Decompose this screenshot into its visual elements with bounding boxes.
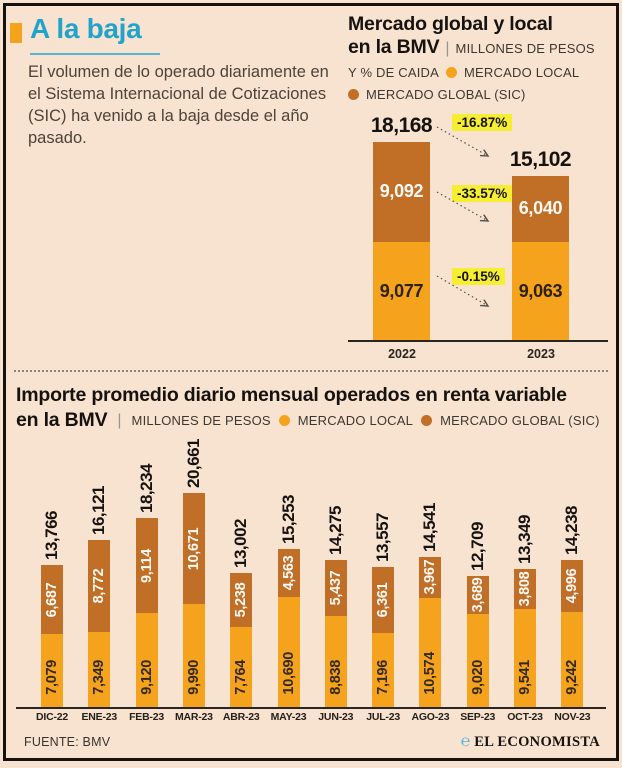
segment-value-label: 9,120: [138, 660, 155, 695]
stacked-bar-AGO-23: [407, 420, 454, 708]
stacked-bar-MAY-23: [265, 420, 312, 708]
brand-name: EL ECONOMISTA: [474, 733, 600, 750]
x-axis-label-OCT-23: OCT-23: [507, 711, 543, 723]
arrow-global: [437, 192, 488, 221]
segment-value-label: 3,689: [469, 577, 486, 613]
bottom-chart-plot: [0, 420, 622, 708]
segment-global-sic: [41, 565, 63, 635]
top-chart-units-2: Y % DE CAIDA: [348, 64, 440, 80]
total-value-label: 16,121: [89, 486, 109, 536]
segment-value-label: 10,574: [422, 652, 439, 695]
segment-value-label: 8,838: [327, 660, 344, 695]
arrow-local: [437, 276, 488, 306]
total-value-label: 15,102: [509, 147, 572, 171]
bottom-chart-title-line1: Importe promedio diario mensual operados en renta variable: [16, 384, 567, 406]
total-value-label: 13,349: [515, 515, 534, 565]
total-value-label: 13,002: [231, 518, 251, 568]
legend-label-global: MERCADO GLOBAL (SIC): [366, 86, 526, 102]
segment-value-label: 9,990: [185, 660, 202, 695]
total-value-label: 18,168: [370, 114, 433, 138]
segment-value-label: 6,040: [518, 198, 563, 219]
page-title: A la baja: [30, 13, 142, 44]
annotation-arrows: [348, 101, 610, 341]
segment-value-label: 6,361: [375, 582, 392, 618]
section-separator: [14, 370, 608, 372]
segment-value-label: 4,563: [280, 555, 297, 591]
x-axis-label-AGO-23: AGO-23: [411, 711, 450, 723]
segment-value-label: 7,196: [375, 660, 392, 695]
bottom-chart-axis-line: [16, 707, 606, 709]
segment-value-label: 7,079: [44, 660, 60, 695]
segment-value-label: 9,242: [564, 660, 581, 695]
segment-value-label: 10,671: [185, 527, 202, 570]
stacked-bar-FEB-23: [123, 420, 170, 708]
total-value-label: 13,766: [42, 510, 61, 560]
x-axis-label-SEP-23: SEP-23: [460, 711, 496, 723]
source-note: FUENTE: BMV: [24, 735, 111, 749]
divider: |: [445, 39, 450, 57]
stacked-bar-MAR-23: [170, 420, 217, 708]
segment-global-sic: [467, 576, 489, 614]
segment-value-label: 7,349: [91, 660, 108, 695]
total-value-label: 14,275: [325, 505, 345, 555]
change-annotation-total: -16.87%: [452, 114, 512, 131]
segment-value-label: 7,764: [233, 660, 250, 695]
legend-dot-global-icon: [348, 89, 359, 100]
legend-label-global: MERCADO GLOBAL (SIC): [440, 413, 600, 429]
intro-paragraph: El volumen de lo operado diariamente en el Sistema Internacional de Cotizaciones (SIC) ha venido a la baja desde el año pasado.: [28, 63, 329, 147]
segment-value-label: 8,772: [91, 568, 108, 604]
stacked-bar-SEP-23: [454, 420, 501, 708]
x-axis-label-MAR-23: MAR-23: [174, 711, 213, 723]
change-annotation-global: -33.57%: [452, 185, 512, 202]
x-axis-label-JUN-23: JUN-23: [318, 711, 354, 723]
title-underline: [30, 53, 160, 55]
bottom-chart-x-axis: [0, 711, 622, 727]
segment-value-label: 3,808: [517, 571, 533, 607]
x-axis-label-ABR-23: ABR-23: [222, 711, 260, 723]
segment-value-label: 9,063: [518, 280, 563, 301]
x-axis-label-2022: 2022: [388, 347, 416, 361]
segment-value-label: 9,092: [379, 181, 424, 202]
bottom-chart-units: MILLONES DE PESOS: [131, 413, 271, 429]
total-value-label: 13,557: [373, 513, 393, 563]
legend-dot-local-icon: [446, 67, 457, 78]
segment-value-label: 9,114: [138, 548, 155, 583]
top-chart-header: [348, 14, 614, 102]
stacked-bar-DIC-22: [29, 420, 76, 708]
segment-global-sic: [183, 493, 205, 604]
segment-value-label: 9,541: [517, 660, 533, 695]
brand-e-icon: ℮: [460, 733, 471, 750]
segment-value-label: 9,077: [379, 280, 424, 301]
total-value-label: 18,234: [136, 464, 156, 514]
total-value-label: 20,661: [183, 439, 203, 489]
stacked-bar-JUL-23: [360, 420, 407, 708]
segment-global-sic: [419, 557, 441, 598]
stacked-bar-NOV-23: [549, 420, 596, 708]
segment-value-label: 9,020: [469, 660, 486, 695]
segment-global-sic: [230, 573, 252, 627]
x-axis-label-ENE-23: ENE-23: [81, 711, 118, 723]
title-accent-square: [10, 23, 22, 43]
top-chart-units: MILLONES DE PESOS: [455, 40, 595, 56]
legend-label-local: MERCADO LOCAL: [464, 64, 580, 80]
total-value-label: 12,709: [467, 521, 487, 571]
x-axis-label-NOV-23: NOV-23: [554, 711, 591, 723]
top-chart-title-line1: Mercado global y local: [348, 13, 553, 35]
segment-global-sic: [136, 518, 158, 613]
x-axis-label-2023: 2023: [527, 347, 555, 361]
bottom-chart-title-line2: en la BMV: [16, 408, 108, 431]
segment-global-sic: [372, 567, 394, 633]
segment-value-label: 6,687: [44, 582, 60, 618]
segment-global-sic: [561, 560, 583, 612]
stacked-bar-JUN-23: [312, 420, 359, 708]
total-value-label: 14,541: [420, 502, 440, 552]
change-annotation-local: -0.15%: [452, 268, 505, 285]
segment-global-sic: [514, 569, 536, 609]
total-value-label: 14,238: [562, 505, 582, 555]
brand-logo: [461, 733, 600, 751]
legend-label-local: MERCADO LOCAL: [297, 413, 414, 429]
segment-global-sic: [278, 549, 300, 596]
segment-value-label: 10,690: [280, 652, 297, 695]
x-axis-label-JUL-23: JUL-23: [366, 711, 400, 723]
top-chart-title-line2: en la BMV: [348, 35, 440, 58]
stacked-bar-ENE-23: [76, 420, 123, 708]
arrow-total: [437, 127, 488, 156]
segment-value-label: 5,238: [233, 582, 250, 618]
segment-value-label: 5,437: [327, 570, 344, 606]
segment-global-sic: [88, 540, 110, 631]
x-axis-label-MAY-23: MAY-23: [270, 711, 307, 723]
divider: |: [117, 411, 122, 429]
segment-value-label: 3,967: [422, 560, 439, 595]
segment-global-sic: [325, 560, 347, 617]
stacked-bar-OCT-23: [502, 420, 549, 708]
x-axis-label-FEB-23: FEB-23: [129, 711, 165, 723]
stacked-bar-ABR-23: [218, 420, 265, 708]
segment-value-label: 4,996: [564, 568, 581, 604]
x-axis-label-DIC-22: DIC-22: [35, 711, 69, 723]
total-value-label: 15,253: [278, 495, 298, 545]
